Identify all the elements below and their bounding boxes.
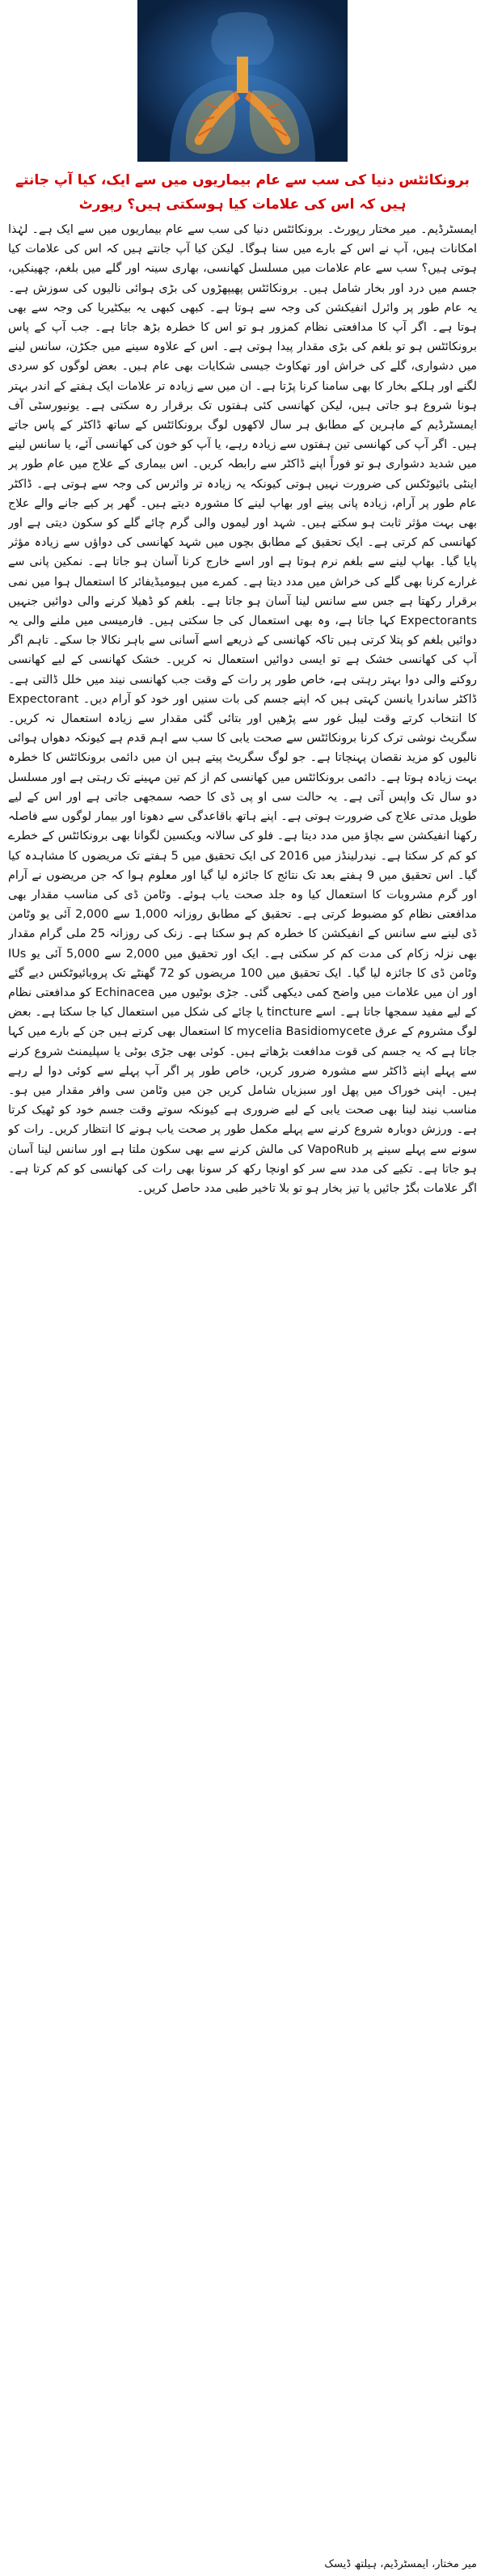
article-text: کا استعمال بھی کرتے ہیں جن کے بارے میں کہا جاتا ہے کہ یہ جسم کی قوت مدافعت بڑھاتے ہیں۔ کوئی بھی جڑی بوٹی یا سپلیمنٹ شروع کرنے سے پہلے اپنے ڈاکٹر سے مشورہ ضرور کریں، خاص طور پر اگر آپ پہلے سے کوئی دوا لے رہے ہیں۔ اپنی خوراک میں پھل اور سبزیاں شامل کریں جن میں وٹامن سی وافر مقدار میں ہو۔ مناسب نیند لینا بھی صحت یابی کے لیے ضروری ہے کیونکہ سوتے وقت جسم خود کو ٹھیک کرتا ہے۔ ورزش دوبارہ شروع کرنے سے پہلے مکمل طور پر صحت یاب ہونے کا انتظار کریں۔: [8, 1025, 477, 1137]
trachea: [237, 57, 248, 93]
article-paragraph: [8, 220, 477, 1198]
article-text: کو مدافعتی نظام کے لیے مفید سمجھا جاتا ہے۔ اسے: [8, 986, 477, 1020]
term-tincture: tincture: [267, 1006, 312, 1020]
article-text: نیدرلینڈز میں 2016 کی ایک تحقیق میں 5 ہفتے تک مریضوں کا مشاہدہ کیا گیا۔ اس تحقیق میں 9 ہفتے بعد تک نتائج کا جائزہ لیا گیا اور معلوم ہوا کہ جن مریضوں نے آرام اور گرم مشروبات کا استعمال کیا وہ جلد صحت یاب ہوئے۔ وٹامن ڈی کی مناسب مقدار بھی مدافعتی نظام کو مضبوط کرتی ہے۔ تحقیق کے مطابق روزانہ 1,000 سے 2,000 آئی یو وٹامن ڈی لینے سے سانس کے انفیکشن کا خطرہ کم ہو سکتا ہے۔ زنک کی روزانہ 25 ملی گرام مقدار بھی نزلہ زکام کی مدت کم کر سکتی ہے۔ ایک اور تحقیق میں 2,000 سے 5,000 آئی یو: [8, 849, 477, 961]
term-expectorant: Expectorant: [8, 692, 79, 706]
term-expectorants: Expectorants: [400, 614, 477, 628]
byline: میر مختار، ایمسٹرڈیم، ہیلتھ ڈیسک: [324, 2558, 477, 2570]
lungs-bronchi-illustration: [137, 0, 348, 162]
article-text: اس کے علاوہ سینے میں جکڑن، سانس لینے میں دشواری، گلے کی خراش اور تھکاوٹ جیسی شکایات بھی عام ہیں۔ بعض لوگوں کو سردی لگنے اور ہلکے بخار کا بھی سامنا کرنا پڑتا ہے۔ ان میں سے زیادہ تر علامات ایک ہفتے کے اندر بہتر ہونا شروع ہو جاتی ہیں، لیکن کھانسی کئی ہفتوں تک برقرار رہ سکتی ہے۔ یونیورسٹی آف ایمسٹرڈیم کے ماہرین کے مطابق ہر سال لاکھوں لوگ برونکائٹس کے ساتھ ڈاکٹر کے پاس جاتے ہیں۔ اگر آپ کی کھانسی تین ہفتوں سے زیادہ رہے، یا آپ کو خون کی کھانسی آئے، یا سانس لینے میں شدید دشواری ہو تو فوراً اپنے ڈاکٹر سے رابطہ کریں۔ اس بیماری کے علاج میں عام طور پر اینٹی بائیوٹکس کی ضرورت نہیں ہوتی کیونکہ یہ زیادہ تر وائرس کی وجہ سے ہوتی ہے۔ ڈاکٹر عام طور پر آرام، زیادہ پانی پینے اور بھاپ لینے کا مشورہ دیتے ہیں۔: [8, 340, 477, 510]
article-text: رات کو سونے سے پہلے سینے پر: [8, 1123, 477, 1156]
term-vaporub: VapoRub: [307, 1142, 359, 1156]
term-echinacea: Echinacea: [95, 986, 155, 999]
article-text: ایمسٹرڈیم۔ میر مختار رپورٹ۔ برونکائٹس دنیا کی سب سے عام بیماریوں میں سے ایک ہے۔ لہٰذا امکانات ہیں، آپ نے اس کے بارے میں سنا ہوگا۔ لیکن کیا آپ جانتے ہیں کہ اس کی علامات کیا ہوتی ہیں؟ سب سے عام علامات میں مسلسل کھانسی، بھاری سینہ اور گلے میں بلغم، چھینکیں، جسم میں درد اور بخار شامل ہیں۔ برونکائٹس پھیپھڑوں کی بڑی ہوائی نالیوں کی سوزش ہے۔ یہ عام طور پر وائرل انفیکشن کی وجہ سے ہوتا ہے۔ کبھی کبھی یہ بیکٹیریا کی وجہ سے بھی ہوتا ہے۔ اگر آپ کا مدافعتی نظام کمزور ہو تو اس کا خطرہ بڑھ جاتا ہے۔ جب آپ کے پاس برونکائٹس ہو تو بلغم کی بڑی مقدار پیدا ہوتی ہے۔: [8, 223, 477, 354]
article-text: کی مالش کرنے سے بھی سکون ملتا ہے اور سانس لینا آسان ہو جاتا ہے۔ تکیے کی مدد سے سر کو اونچا رکھ کر سونا بھی رات کی کھانسی کو کم کرتا ہے۔ اگر علامات بگڑ جائیں یا تیز بخار ہو تو بلا تاخیر طبی مدد حاصل کریں۔: [8, 1142, 477, 1195]
article-body: [8, 220, 477, 2555]
article-text: کا انتخاب کرتے وقت لیبل غور سے پڑھیں اور بتائی گئی مقدار سے زیادہ استعمال نہ کریں۔ سگریٹ نوشی ترک کرنا برونکائٹس سے صحت یابی کا سب سے اہم قدم ہے کیونکہ دھواں ہوائی نالیوں کو مزید نقصان پہنچاتا ہے۔ جو لوگ سگریٹ پیتے ہیں ان میں دائمی برونکائٹس کا خطرہ بہت زیادہ ہوتا ہے۔ دائمی برونکائٹس میں کھانسی کم از کم تین مہینے تک رہتی ہے اور مسلسل دو سال تک واپس آتی ہے۔ یہ حالت سی او پی ڈی کا حصہ سمجھی جاتی ہے اور اس کے لیے طویل مدتی علاج کی ضرورت ہوتی ہے۔ اپنے ہاتھ باقاعدگی سے دھونا اور بیمار لوگوں سے فاصلہ رکھنا انفیکشن سے بچاؤ میں مدد دیتا ہے۔ فلو کی سالانہ ویکسین لگوانا بھی برونکائٹس کے خطرے کو کم کر سکتا ہے۔: [8, 712, 477, 863]
article-text: یا چائے کی شکل میں استعمال کیا جا سکتا ہے۔ بعض لوگ مشروم کے عرق: [8, 1006, 477, 1039]
article-text: کہا جاتا ہے، وہ بھی استعمال کی جا سکتی ہیں۔ فارمیسی میں ملنے والی یہ دوائیں بلغم کو پتلا کرتی ہیں تاکہ کھانسی کے ذریعے اسے آسانی سے باہر نکالا جا سکے۔ تاہم اگر آپ کی کھانسی خشک ہے تو ایسی دوائیں استعمال نہ کریں۔ خشک کھانسی کے لیے کھانسی روکنے والی دوا بہتر رہتی ہے، خاص طور پر رات کے وقت جب کھانسی نیند میں خلل ڈالتی ہے۔ ڈاکٹر ساندرا یانسن کہتی ہیں کہ اپنے جسم کی بات سنیں اور خود کو آرام دیں۔: [8, 614, 477, 706]
headline: برونکائٹس دنیا کی سب سے عام بیماریوں میں سے ایک، کیا آپ جانتے ہیں کہ اس کی علامات کیا ہوسکتی ہیں؟ رپورٹ: [15, 172, 470, 213]
article-text: وٹامن ڈی کا جائزہ لیا گیا۔ ایک تحقیق میں 100 مریضوں کو 72 گھنٹے تک پروبائیوٹکس دیے گئے اور ان میں علامات میں واضح کمی دیکھی گئی۔ جڑی بوٹیوں میں: [8, 966, 477, 999]
term-mycelia: mycelia Basidiomycete: [236, 1025, 372, 1039]
term-ius: IUs: [8, 947, 27, 961]
hero-image: [137, 0, 348, 162]
article-text: گھر پر کیے جانے والے علاج بھی بہت مؤثر ثابت ہو سکتے ہیں۔ شہد اور لیموں والی گرم چائے گلے کو سکون دیتی ہے اور کھانسی کم کرتی ہے۔ ایک تحقیق کے مطابق بچوں میں شہد کھانسی کی دواؤں سے زیادہ مؤثر پایا گیا۔ بھاپ لینے سے بلغم نرم ہوتا ہے اور اسے خارج کرنا آسان ہو جاتا ہے۔ نمکین پانی سے غرارے کرنا بھی گلے کی خراش میں مدد دیتا ہے۔ کمرے میں ہیومیڈیفائر کا استعمال ہوا میں نمی برقرار رکھتا ہے جس سے سانس لینا آسان ہو جاتا ہے۔ بلغم کو ڈھیلا کرنے والی دوائیں جنہیں: [8, 496, 477, 608]
